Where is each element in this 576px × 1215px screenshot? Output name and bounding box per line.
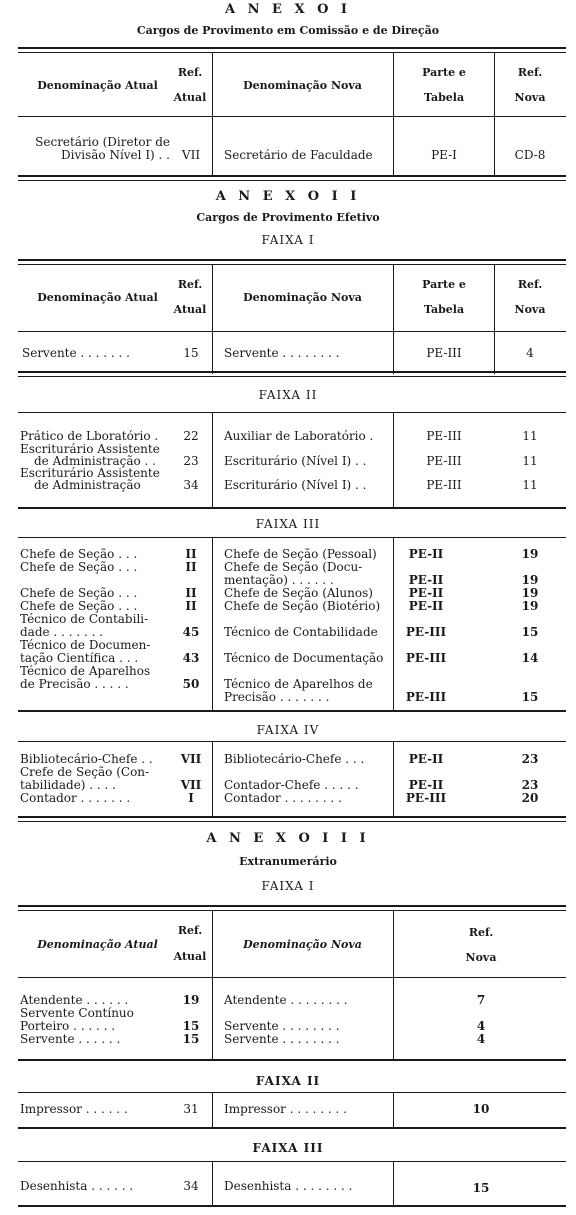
cell-atual: Servente . . . . . . .: [22, 346, 130, 360]
header-nova: Nova: [465, 951, 497, 964]
column-divider: [212, 742, 213, 817]
rule: [18, 259, 566, 261]
header-denominacao-nova: Denominação Nova: [243, 79, 362, 92]
column-divider: [393, 53, 394, 177]
rule: [18, 1205, 566, 1207]
header-tabela: Tabela: [423, 303, 465, 316]
column-divider: [393, 538, 394, 711]
cell-nova: Auxiliar de Laboratório .: [224, 429, 374, 443]
column-divider: [393, 265, 394, 374]
cell-nova: Impressor . . . . . . . .: [224, 1102, 347, 1116]
header-denominacao-nova: Denominação Nova: [243, 938, 362, 951]
faixa-4-col-ref-nova: 23 23 20: [521, 752, 539, 805]
cell-atual: Prático de Lboratório .: [20, 429, 159, 443]
cell-ref: 34: [183, 478, 199, 492]
cell-nova: Escriturário (Nível I) . .: [224, 478, 367, 492]
header-nova: Nova: [514, 91, 546, 104]
rule: [18, 741, 566, 742]
column-divider: [212, 538, 213, 711]
header-ref: Ref.: [177, 66, 203, 79]
faixa-title: FAIXA I: [261, 233, 315, 247]
rule: [18, 1059, 566, 1061]
header-atual: Atual: [173, 91, 207, 104]
column-divider: [494, 53, 495, 177]
header-denominacao-atual: Denominação Atual: [37, 291, 158, 304]
cell-nova: Servente . . . . . . . .: [224, 346, 340, 360]
annex-2-subtitle: Cargos de Provimento Efetivo: [196, 211, 380, 224]
cell-ref-nova: 11: [522, 429, 538, 443]
cell-parte: PE-III: [426, 478, 462, 492]
faixa-title: FAIXA III: [252, 1141, 324, 1155]
rule: [18, 977, 566, 978]
column-divider: [494, 265, 495, 374]
rule: [18, 264, 566, 265]
extra-faixa-1-col-ref-nova: 7 4 4: [476, 993, 486, 1046]
column-divider: [393, 413, 394, 508]
rule: [18, 1127, 566, 1129]
cell-ref: 31: [183, 1102, 199, 1116]
cell-nova: Escriturário (Nível I) . .: [224, 454, 367, 468]
cell-ref-nova: 11: [522, 478, 538, 492]
rule: [18, 52, 566, 53]
header-denominacao-atual: Denominação Atual: [37, 938, 158, 951]
column-divider: [393, 742, 394, 817]
header-ref: Ref.: [177, 924, 203, 937]
faixa-4-col-ref: VII VII I: [180, 752, 202, 805]
annex-1-title: A N E X O I: [225, 2, 351, 17]
rule: [18, 331, 566, 332]
cell-atual: Desenhista . . . . . .: [20, 1179, 134, 1193]
column-divider: [212, 911, 213, 1061]
rule: [18, 537, 566, 538]
cell-ref-nova: 11: [522, 454, 538, 468]
cell-ref: 23: [183, 454, 199, 468]
rule: [18, 910, 566, 911]
faixa-title: FAIXA III: [255, 517, 321, 531]
rule: [18, 507, 566, 509]
cell-atual: Escriturário Assistente: [20, 466, 160, 480]
rule: [18, 47, 566, 49]
cell-nova: Secretário de Faculdade: [224, 148, 373, 162]
rule: [18, 710, 566, 712]
header-nova: Nova: [514, 303, 546, 316]
header-parte-e: Parte e: [422, 278, 466, 291]
column-divider: [212, 53, 213, 177]
cell-parte: PE-III: [426, 346, 462, 360]
cell-ref: 22: [183, 429, 199, 443]
faixa-4-col-nova: Bibliotecário-Chefe . . . Contador-Chefe . . . . . Contador . . . . . . . .: [224, 752, 365, 805]
annex-3-subtitle: Extranumerário: [239, 855, 337, 868]
cell-ref-nova: CD-8: [514, 148, 546, 162]
rule: [18, 180, 566, 181]
column-divider: [393, 911, 394, 1061]
cell-ref-nova: 15: [472, 1181, 490, 1195]
header-denominacao-nova: Denominação Nova: [243, 291, 362, 304]
annex-1-subtitle: Cargos de Provimento em Comissão e de Direção: [136, 24, 440, 37]
header-denominacao-atual: Denominação Atual: [37, 79, 158, 92]
extra-faixa-1-col-nova: Atendente . . . . . . . . Servente . . . . . . . . Servente . . . . . . . .: [224, 993, 348, 1046]
header-ref: Ref.: [517, 66, 543, 79]
column-divider: [393, 1162, 394, 1207]
header-ref: Ref.: [517, 278, 543, 291]
cell-parte: PE-I: [431, 148, 457, 162]
column-divider: [212, 1162, 213, 1207]
faixa-title: FAIXA IV: [256, 723, 320, 737]
faixa-4-col-parte: PE-II PE-II PE-III: [405, 752, 447, 805]
extra-faixa-1-col-atual: Atendente . . . . . . Servente Contínuo Porteiro . . . . . . Servente . . . . . .: [20, 993, 134, 1046]
rule: [18, 371, 566, 373]
rule: [18, 1092, 566, 1093]
annex-3-title: A N E X O I I I: [206, 831, 370, 846]
faixa-title: FAIXA I: [261, 879, 315, 893]
cell-atual: Escriturário Assistente: [20, 442, 160, 456]
column-divider: [212, 413, 213, 508]
cell-parte: PE-III: [426, 429, 462, 443]
faixa-3-col-ref: II II II II 45 43 50: [182, 547, 200, 691]
rule: [18, 816, 566, 818]
rule: [18, 175, 566, 177]
header-atual: Atual: [173, 950, 207, 963]
cell-ref: VII: [181, 148, 201, 162]
cell-ref-nova: 4: [526, 346, 534, 360]
rule: [18, 905, 566, 907]
cell-nova: Desenhista . . . . . . . .: [224, 1179, 353, 1193]
cell-atual: de Administração . .: [34, 454, 156, 468]
faixa-3-col-nova: Chefe de Seção (Pessoal) Chefe de Seção (Docu- mentação) . . . . . . Chefe de Seção (Alunos) Chefe de Seção (Biotério) Técnico de Contabilidade Técnico de Documentação Técnico de Aparelhos de Precisão . . . . . . .: [224, 547, 384, 704]
faixa-3-col-ref-nova: 19 19 19 19 15 14 15: [521, 547, 539, 704]
header-parte-e: Parte e: [422, 66, 466, 79]
rule: [18, 116, 566, 117]
rule: [18, 1161, 566, 1162]
faixa-3-col-atual: Chefe de Seção . . . Chefe de Seção . . . Chefe de Seção . . . Chefe de Seção . . . Técnico de Contabili- dade . . . . . . . Técnico de Documen- tação Científica . . . Técnico de Aparelhos de Precisão . . . . .: [20, 547, 151, 691]
column-divider: [393, 1093, 394, 1128]
cell-atual: Impressor . . . . . .: [20, 1102, 128, 1116]
header-atual: Atual: [173, 303, 207, 316]
header-ref: Ref.: [468, 926, 494, 939]
cell-ref-nova: 10: [472, 1102, 490, 1116]
extra-faixa-1-col-ref: 19 15 15: [182, 993, 200, 1046]
cell-ref: 15: [183, 346, 199, 360]
cell-atual: de Administração: [34, 478, 141, 492]
header-tabela: Tabela: [423, 91, 465, 104]
annex-2-title: A N E X O I I: [215, 189, 361, 204]
column-divider: [212, 265, 213, 374]
header-ref: Ref.: [177, 278, 203, 291]
faixa-title: FAIXA II: [255, 1074, 321, 1088]
cell-atual: Secretário (Diretor de Divisão Nível I) . .: [35, 135, 170, 162]
column-divider: [212, 1093, 213, 1128]
rule: [18, 376, 566, 377]
cell-parte: PE-III: [426, 454, 462, 468]
cell-ref: 34: [183, 1179, 199, 1193]
faixa-title: FAIXA II: [258, 388, 318, 402]
faixa-3-col-parte: PE-II PE-II PE-II PE-II PE-III PE-III PE-III: [405, 547, 447, 704]
faixa-4-col-atual: Bibliotecário-Chefe . . Crefe de Seção (Con- tabilidade) . . . . Contador . . . . . . .: [20, 752, 153, 805]
rule: [18, 412, 566, 413]
rule: [18, 821, 566, 822]
